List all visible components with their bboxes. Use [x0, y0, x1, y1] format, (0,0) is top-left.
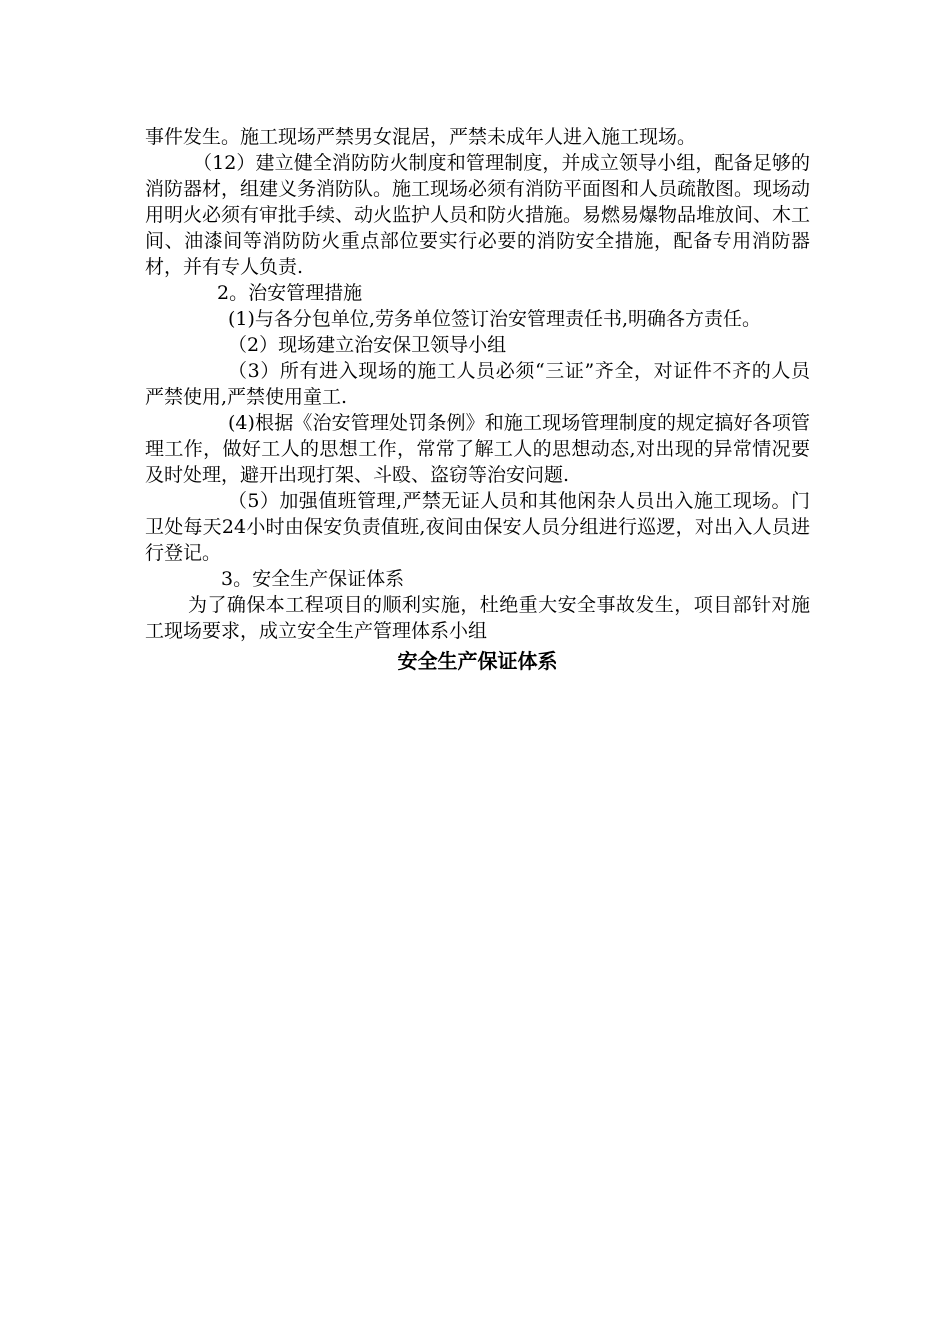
paragraph-7: （5）加强值班管理,严禁无证人员和其他闲杂人员出入施工现场。门卫处每天24小时由保安负责值班,夜间由保安人员分组进行巡逻，对出入人员进行登记。 [145, 490, 810, 564]
paragraph-5: （3）所有进入现场的施工人员必须“三证”齐全，对证件不齐的人员严禁使用,严禁使用童工. [145, 360, 810, 408]
paragraph-2: （12）建立健全消防防火制度和管理制度，并成立领导小组，配备足够的消防器材，组建义务消防队。施工现场必须有消防平面图和人员疏散图。现场动用明火必须有审批手续、动火监护人员和防火措施。易燃易爆物品堆放间、木工间、油漆间等消防防火重点部位要实行必要的消防安全措施，配备专用消防器材，并有专人负责. [145, 152, 811, 278]
paragraph-8: 为了确保本工程项目的顺利实施，杜绝重大安全事故发生，项目部针对施工现场要求，成立安全生产管理体系小组 [145, 594, 810, 642]
section-heading-3: 3。安全生产保证体系 [221, 568, 405, 590]
section-title: 安全生产保证体系 [397, 649, 558, 673]
section-heading-2: 2。治安管理措施 [217, 282, 363, 304]
document-body [145, 124, 810, 676]
paragraph-4: （2）现场建立治安保卫领导小组 [228, 334, 507, 356]
paragraph-3: (1)与各分包单位,劳务单位签订治安管理责任书,明确各方责任。 [228, 308, 761, 330]
paragraph-1: 事件发生。施工现场严禁男女混居，严禁未成年人进入施工现场。 [145, 126, 697, 148]
paragraph-6: (4)根据《治安管理处罚条例》和施工现场管理制度的规定搞好各项管理工作，做好工人的思想工作，常常了解工人的思想动态,对出现的异常情况要及时处理，避开出现打架、斗殴、盗窃等治安问题. [145, 412, 810, 486]
